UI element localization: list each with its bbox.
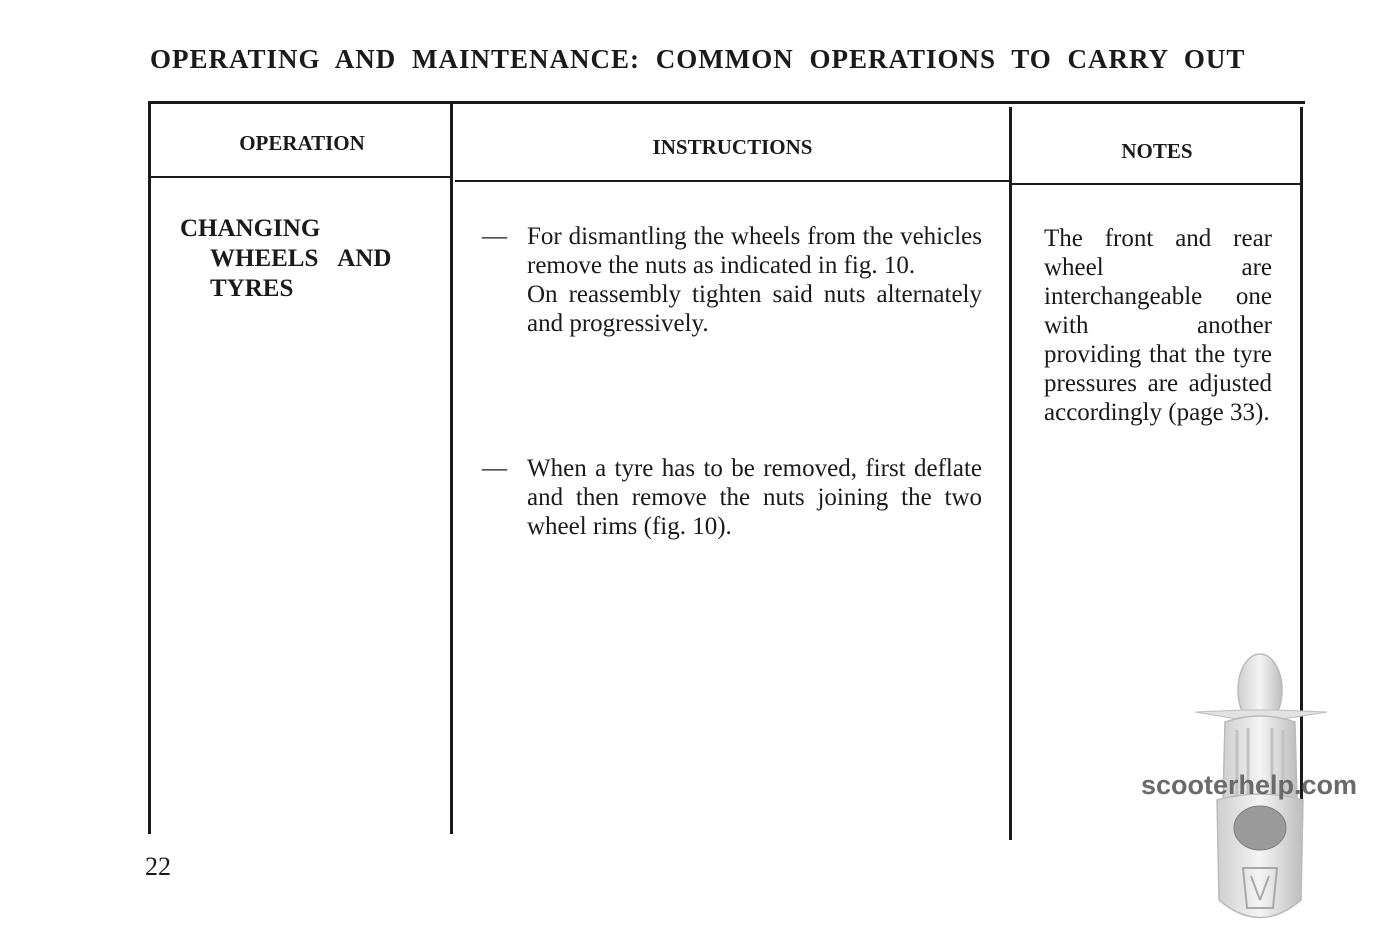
instruction-item-2	[482, 454, 982, 541]
column-divider-1	[450, 103, 453, 834]
column-divider-2	[1009, 107, 1012, 840]
header-operation: OPERATION	[239, 131, 365, 155]
table-left-border	[148, 101, 151, 834]
operation-name	[180, 214, 391, 304]
page-number: 22	[145, 852, 171, 881]
header-divider-left	[150, 176, 453, 178]
watermark-text: scooterhelp.com	[1141, 770, 1358, 800]
operation-line-2: WHEELS AND	[210, 245, 392, 272]
instruction-dash: —	[482, 223, 507, 250]
page-title: OPERATING AND MAINTENANCE: COMMON OPERATIONS TO CARRY OUT	[150, 44, 1246, 74]
instruction-item-1	[482, 222, 982, 338]
header-divider-middle	[455, 180, 1010, 182]
instruction-continuation: On reassembly tighten said nuts alternately and progressively.	[527, 281, 982, 337]
instruction-text: When a tyre has to be removed, first deflate and then remove the nuts joining the two wheel rims (fig. 10).	[527, 455, 982, 540]
instruction-dash: —	[482, 455, 507, 482]
operation-line-3: TYRES	[210, 275, 294, 302]
header-instructions: INSTRUCTIONS	[652, 135, 813, 159]
operation-line-1: CHANGING	[180, 215, 321, 242]
header-notes: NOTES	[1121, 139, 1193, 163]
table-top-border	[150, 101, 1305, 104]
notes-text: The front and rear wheel are interchangeable one with another providing that the tyre pressures are adjusted accordingly (page 33).	[1044, 225, 1272, 426]
instruction-text: For dismantling the wheels from the vehicles remove the nuts as indicated in fig. 10.	[527, 223, 982, 279]
header-divider-right	[1012, 183, 1302, 185]
